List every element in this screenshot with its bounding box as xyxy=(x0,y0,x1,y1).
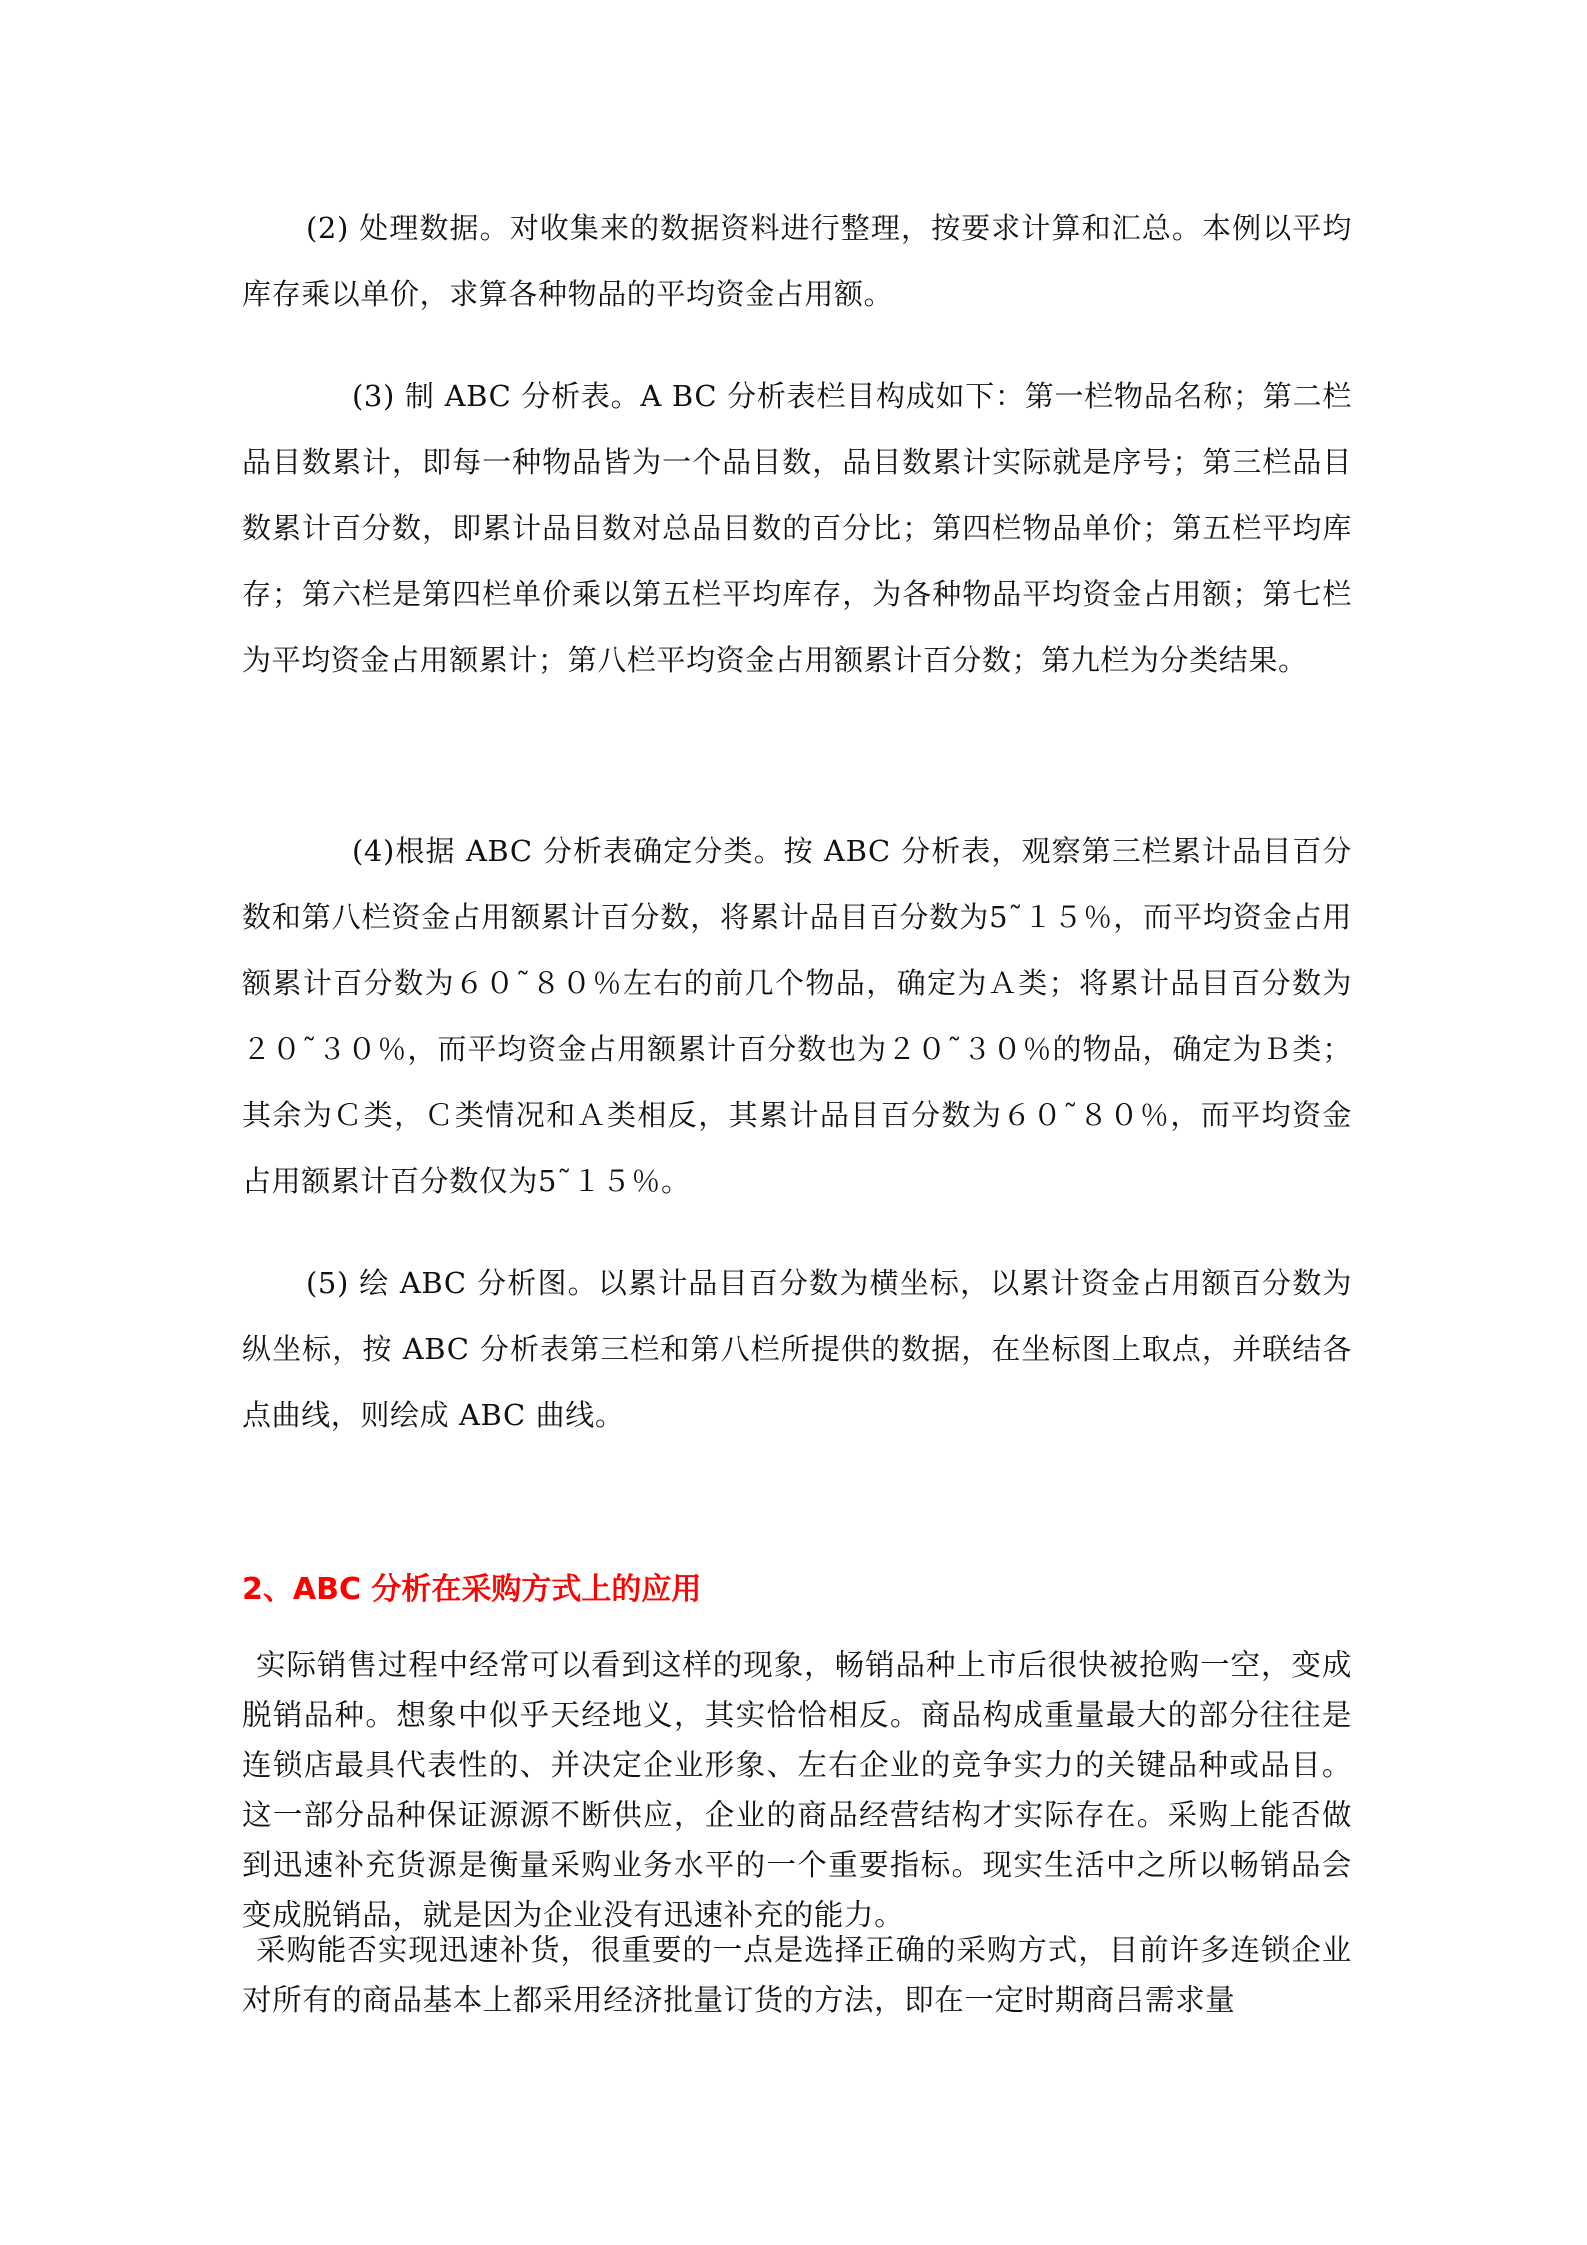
section-heading-title: 分析在采购方式上的应用 xyxy=(360,1572,702,1607)
paragraph-step-2: (2) 处理数据。对收集来的数据资料进行整理，按要求计算和汇总。本例以平均库存乘以单价，求算各种物品的平均资金占用额。 xyxy=(242,211,1352,311)
paragraph-section2-1: 实际销售过程中经常可以看到这样的现象，畅销品种上市后很快被抢购一空，变成脱销品种。想象中似乎天经地义，其实恰恰相反。商品构成重量最大的部分往往是连锁店最具代表性的、并决定企业形象、左右企业的竞争实力的关键品种或品目。这一部分品种保证源源不断供应，企业的商品经营结构才实际存在。采购上能否做到迅速补充货源是衡量采购业务水平的一个重要指标。现实生活中之所以畅销品会变成脱销品，就是因为企业没有迅速补充的能力。 xyxy=(242,1648,1352,1932)
section-heading-number: 2、ABC xyxy=(242,1572,361,1607)
paragraph-step-3: (3) 制 ABC 分析表。A BC 分析表栏目构成如下：第一栏物品名称；第二栏品目数累计，即每一种物品皆为一个品目数，品目数累计实际就是序号；第三栏品目数累计百分数，即累计品目数对总品目数的百分比；第四栏物品单价；第五栏平均库存；第六栏是第四栏单价乘以第五栏平均库存，为各种物品平均资金占用额；第七栏为平均资金占用额累计；第八栏平均资金占用额累计百分数；第九栏为分类结果。 xyxy=(242,379,1352,677)
paragraph-step-5: (5) 绘 ABC 分析图。以累计品目百分数为横坐标，以累计资金占用额百分数为纵坐标，按 ABC 分析表第三栏和第八栏所提供的数据，在坐标图上取点，并联结各点曲线，则绘成 ABC 曲线。 xyxy=(242,1266,1352,1432)
section-heading xyxy=(242,1570,701,1610)
paragraph-step-4: (4)根据 ABC 分析表确定分类。按 ABC 分析表，观察第三栏累计品目百分数和第八栏资金占用额累计百分数，将累计品目百分数为5˜１５％，而平均资金占用额累计百分数为６０˜８０％左右的前几个物品，确定为Ａ类；将累计品目百分数为２０˜３０％，而平均资金占用额累计百分数也为２０˜３０％的物品，确定为Ｂ类；其余为Ｃ类，Ｃ类情况和Ａ类相反，其累计品目百分数为６０˜８０％，而平均资金占用额累计百分数仅为5˜１５％。 xyxy=(242,834,1352,1198)
paragraph-section2-2: 采购能否实现迅速补货，很重要的一点是选择正确的采购方式，目前许多连锁企业对所有的商品基本上都采用经济批量订货的方法，即在一定时期商吕需求量 xyxy=(242,1933,1352,2017)
